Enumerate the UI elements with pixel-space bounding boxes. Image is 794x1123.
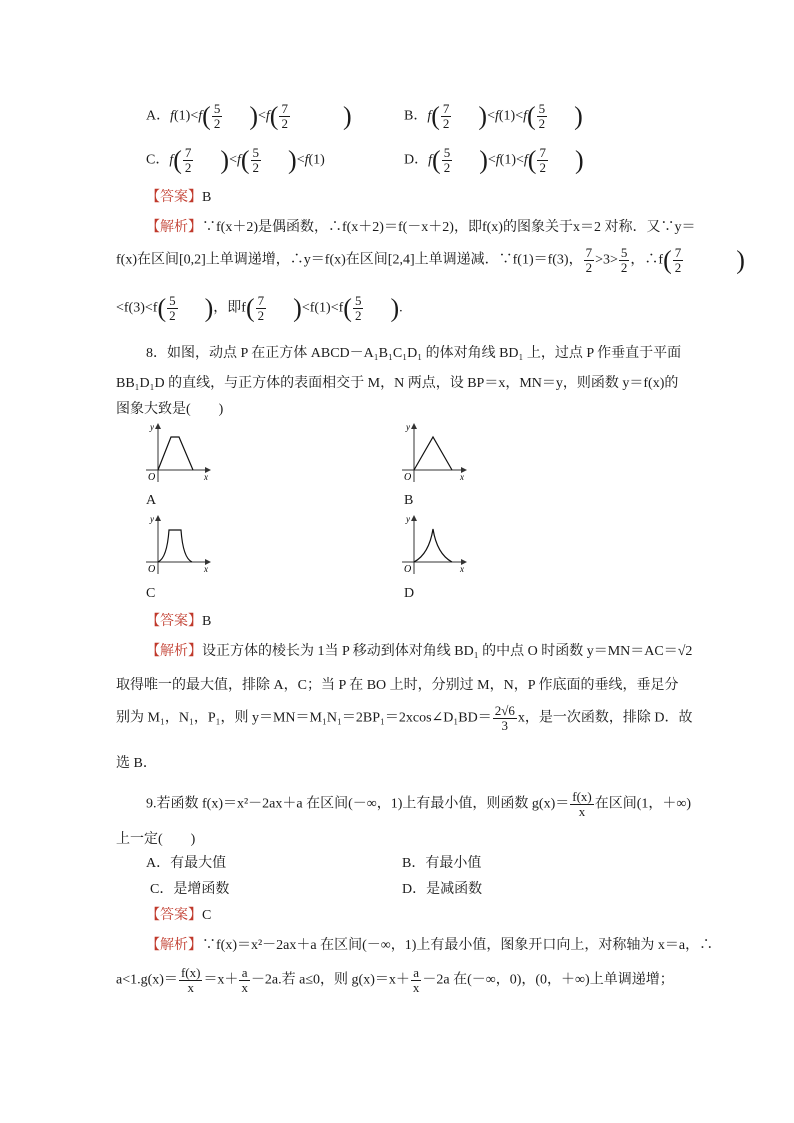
option-A: A．f(1)<f( $\frac{5}{2}$ )<f( $\frac{7}{2}$ )	[146, 101, 352, 131]
q8-analysis-line-3: 别为 M₁，N₁，P₁，则 y＝MN＝M₁N₁＝2BP₁＝2xcos∠D₁BD＝ $\frac{2√6}{3}$ x，是一次函数，排除 D．故	[116, 703, 693, 733]
graph-d-curve	[414, 529, 452, 562]
graph-d-x-label: x	[460, 564, 464, 574]
q9-option-a: A．有最大值	[146, 856, 227, 871]
graph-b-x-label: x	[460, 472, 464, 482]
graph-d-label: D	[404, 586, 415, 601]
q8-analysis-line-4: 选 B．	[116, 756, 157, 771]
prev-answer: 【答案】B	[146, 190, 212, 205]
option-C: C．f( $\frac{7}{2}$ )<f( $\frac{5}{2}$ )<f(1)	[146, 145, 325, 175]
q9-line-1: 9.若函数 f(x)＝x²－2ax＋a 在区间(－∞，1)上有最小值，则函数 g(x)＝ $\frac{f(x)}{x}$ 在区间(1，＋∞)	[146, 789, 692, 819]
prev-analysis-line-1: 【解析】∵f(x＋2)是偶函数，∴f(x＋2)＝f(－x＋2)，即f(x)的图象关于x＝2 对称．又∵y＝	[146, 220, 696, 235]
graph-a-x-label: x	[204, 472, 208, 482]
graph-b-curve	[414, 437, 452, 470]
graph-d	[398, 512, 470, 580]
q8-line-2: BB₁D₁D 的直线，与正方体的表面相交于 M，N 两点，设 BP＝x，MN＝y，则函数 y＝f(x)的	[116, 376, 679, 391]
graph-b	[398, 420, 470, 488]
option-B: B．f( $\frac{7}{2}$ )<f(1)<f( $\frac{5}{2}$ )	[404, 101, 583, 131]
q8-analysis-line-2: 取得唯一的最大值，排除 A，C；当 P 在 BO 上时，分别过 M，N，P 作底面的垂线，垂足分	[116, 678, 679, 693]
q8-analysis-line-1: 【解析】设正方体的棱长为 1当 P 移动到体对角线 BD₁ 的中点 O 时函数 y＝MN＝AC＝√2	[146, 644, 693, 659]
graph-c-curve	[158, 530, 192, 562]
graph-d-origin: O	[404, 564, 412, 575]
graph-c-x-label: x	[204, 564, 208, 574]
q9-line-2: 上一定( )	[116, 832, 196, 847]
graph-c-label: C	[146, 586, 156, 601]
graph-d-y-label: y	[406, 514, 410, 524]
q9-analysis-line-1: 【解析】∵f(x)＝x²－2ax＋a 在区间(－∞，1)上有最小值，图象开口向上，对称轴为 x＝a，∴	[146, 938, 714, 953]
q8-answer: 【答案】B	[146, 614, 212, 629]
q9-analysis-line-2: a<1.g(x)＝ $\frac{f(x)}{x}$ ＝x＋ $\frac{a}{x}$ －2a.若 a≤0，则 g(x)＝x＋ $\frac{a}{x}$ －2a 在(－∞，0)，(0，＋∞)上单调递增；	[116, 965, 674, 995]
graph-c	[142, 512, 214, 580]
prev-analysis-line-2: f(x)在区间[0,2]上单调递增，∴y＝f(x)在区间[2,4]上单调递减．∵f(1)＝f(3)， $\frac{7}{2}$ >3> $\frac{5}{2}$ ，∴f( $\frac{7}{2}$ )	[116, 245, 745, 275]
q9-answer: 【答案】C	[146, 908, 212, 923]
graph-c-y-label: y	[150, 514, 154, 524]
graph-a-y-label: y	[150, 422, 154, 432]
q9-option-b: B．有最小值	[402, 856, 482, 871]
graph-a-label: A	[146, 493, 157, 508]
graph-b-label: B	[404, 493, 414, 508]
graph-b-y-label: y	[406, 422, 410, 432]
q9-option-d: D．是减函数	[402, 882, 483, 897]
graph-b-origin: O	[404, 472, 412, 483]
graph-a-curve	[158, 437, 193, 470]
graph-a-origin: O	[148, 472, 156, 483]
q8-line-1: 8．如图，动点 P 在正方体 ABCD－A₁B₁C₁D₁ 的体对角线 BD₁ 上，过点 P 作垂直于平面	[146, 346, 682, 361]
q8-line-3: 图象大致是( )	[116, 402, 224, 417]
graph-c-origin: O	[148, 564, 156, 575]
q9-option-c: C．是增函数	[150, 882, 230, 897]
option-D: D．f( $\frac{5}{2}$ )<f(1)<f( $\frac{7}{2}$ )	[404, 145, 584, 175]
graph-a	[142, 420, 214, 488]
prev-analysis-line-3: <f(3)<f( $\frac{5}{2}$ )，即f( $\frac{7}{2}$ )<f(1)<f( $\frac{5}{2}$ ).	[116, 293, 403, 323]
